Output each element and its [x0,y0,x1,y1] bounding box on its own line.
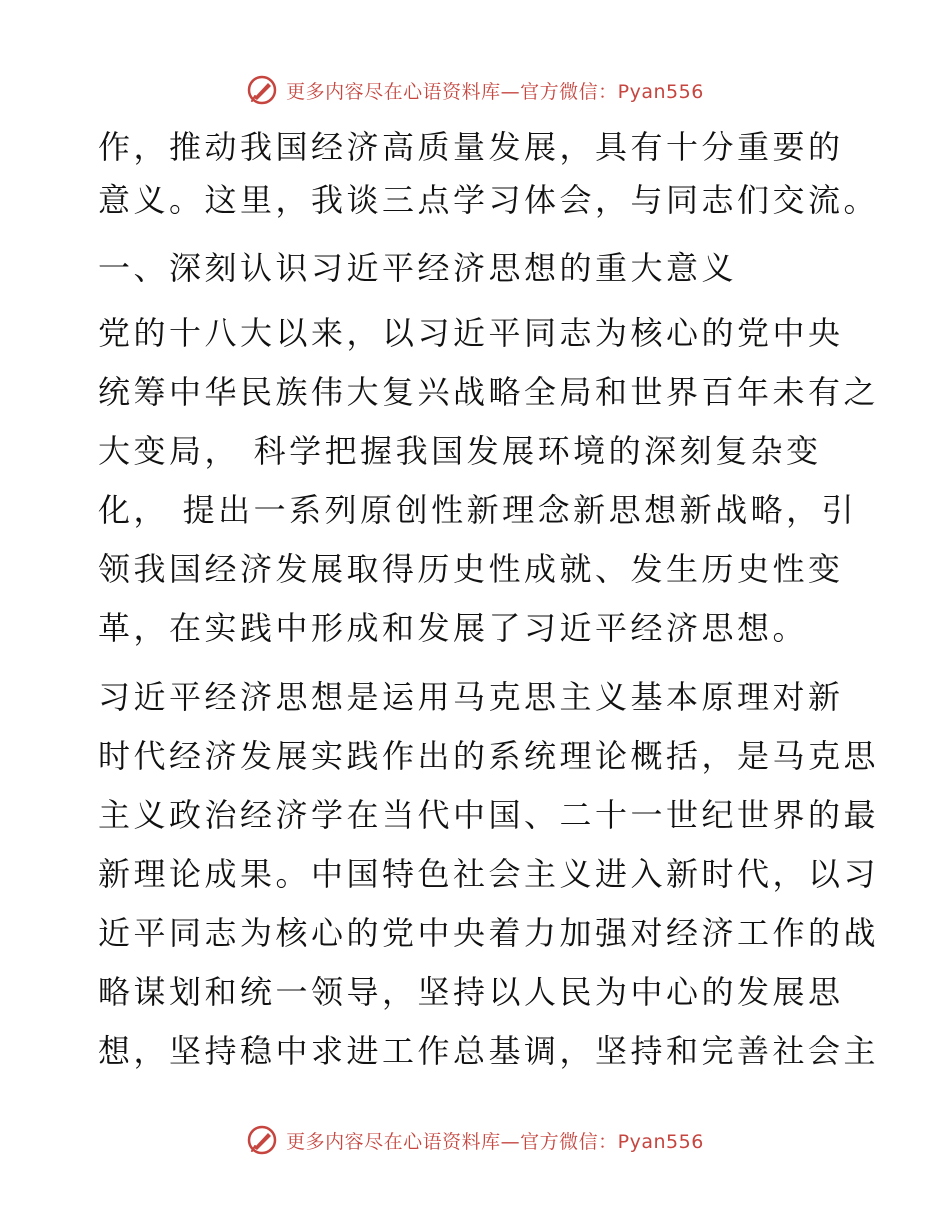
footer-watermark [0,1120,950,1160]
text-line: 时代经济发展实践作出的系统理论概括，是马克思 [98,737,880,775]
document-body [98,123,880,1075]
text-line: 化， 提出一系列原创性新理念新思想新战略，引 [98,491,858,529]
text-line: 统筹中华民族伟大复兴战略全局和世界百年未有之 [98,373,880,411]
text-line: 革，在实践中形成和发展了习近平经济思想。 [98,609,809,647]
text-line: 作，推动我国经济高质量发展，具有十分重要的 [98,128,844,166]
quill-pen-icon [246,74,278,106]
text-line: 意义。这里，我谈三点学习体会，与同志们交流。 [98,181,880,219]
text-line: 想，坚持稳中求进工作总基调，坚持和完善社会主 [98,1032,880,1070]
text-line: 领我国经济发展取得历史性成就、发生历史性变 [98,550,844,588]
watermark-text: 更多内容尽在心语资料库—官方微信：Pyan556 [286,80,704,103]
text-line: 主义政治经济学在当代中国、二十一世纪世界的最 [98,796,880,834]
header-watermark [0,70,950,110]
quill-pen-icon [246,1124,278,1156]
section-heading: 一、深刻认识习近平经济思想的重大意义 [98,249,738,287]
text-line: 党的十八大以来，以习近平同志为核心的党中央 [98,314,844,352]
text-line: 近平同志为核心的党中央着力加强对经济工作的战 [98,914,880,952]
watermark-text: 更多内容尽在心语资料库—官方微信：Pyan556 [286,1130,704,1153]
text-line: 新理论成果。中国特色社会主义进入新时代，以习 [98,855,880,893]
text-line: 习近平经济思想是运用马克思主义基本原理对新 [98,678,844,716]
text-line: 略谋划和统一领导，坚持以人民为中心的发展思 [98,973,844,1011]
text-line: 大变局， 科学把握我国发展环境的深刻复杂变 [98,432,822,470]
